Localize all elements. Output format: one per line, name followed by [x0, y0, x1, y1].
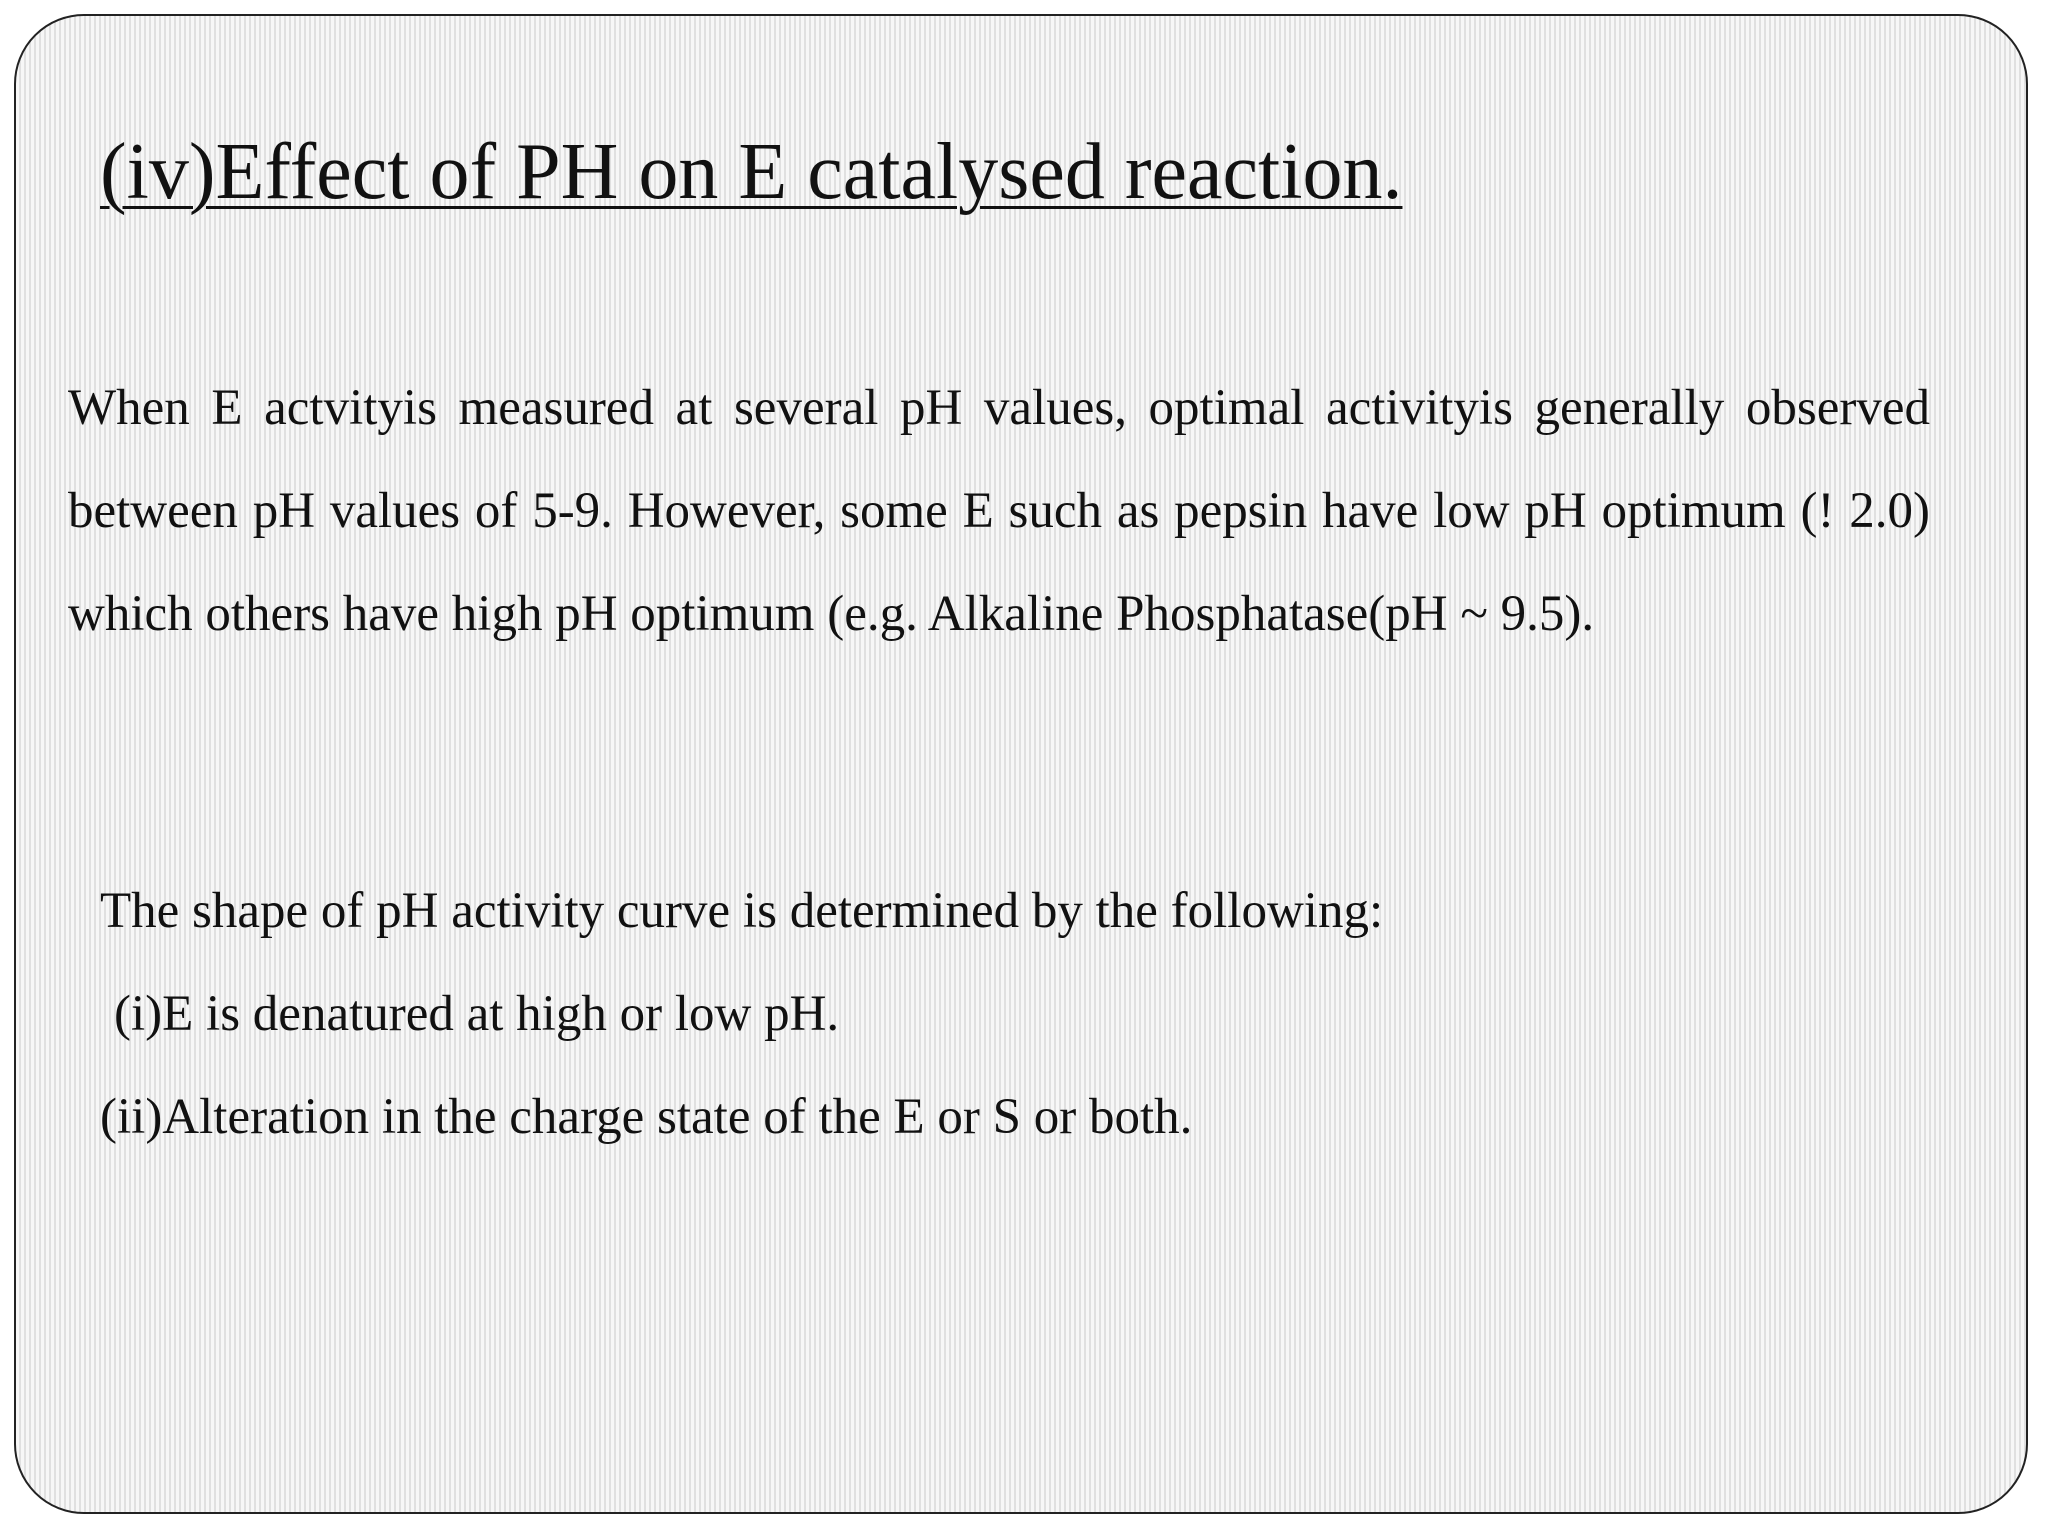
slide-title: (iv)Effect of PH on E catalysed reaction.	[100, 128, 1403, 216]
determinant-item-2: (ii)Alteration in the charge state of the E or S or both.	[100, 1089, 1193, 1145]
determinants-list	[100, 860, 1383, 1169]
slide-frame	[14, 14, 2028, 1514]
determinant-item-1: (i)E is denatured at high or low pH.	[114, 986, 840, 1042]
body-paragraph: When E actvityis measured at several pH values, optimal activityis generally observed between pH values of 5-9. However, some E such as pepsin have low pH optimum (! 2.0) which others have high pH optimum (e.g. Alkaline Phosphatase(pH ~ 9.5).	[68, 380, 1930, 642]
determinants-intro: The shape of pH activity curve is determined by the following:	[100, 883, 1384, 939]
